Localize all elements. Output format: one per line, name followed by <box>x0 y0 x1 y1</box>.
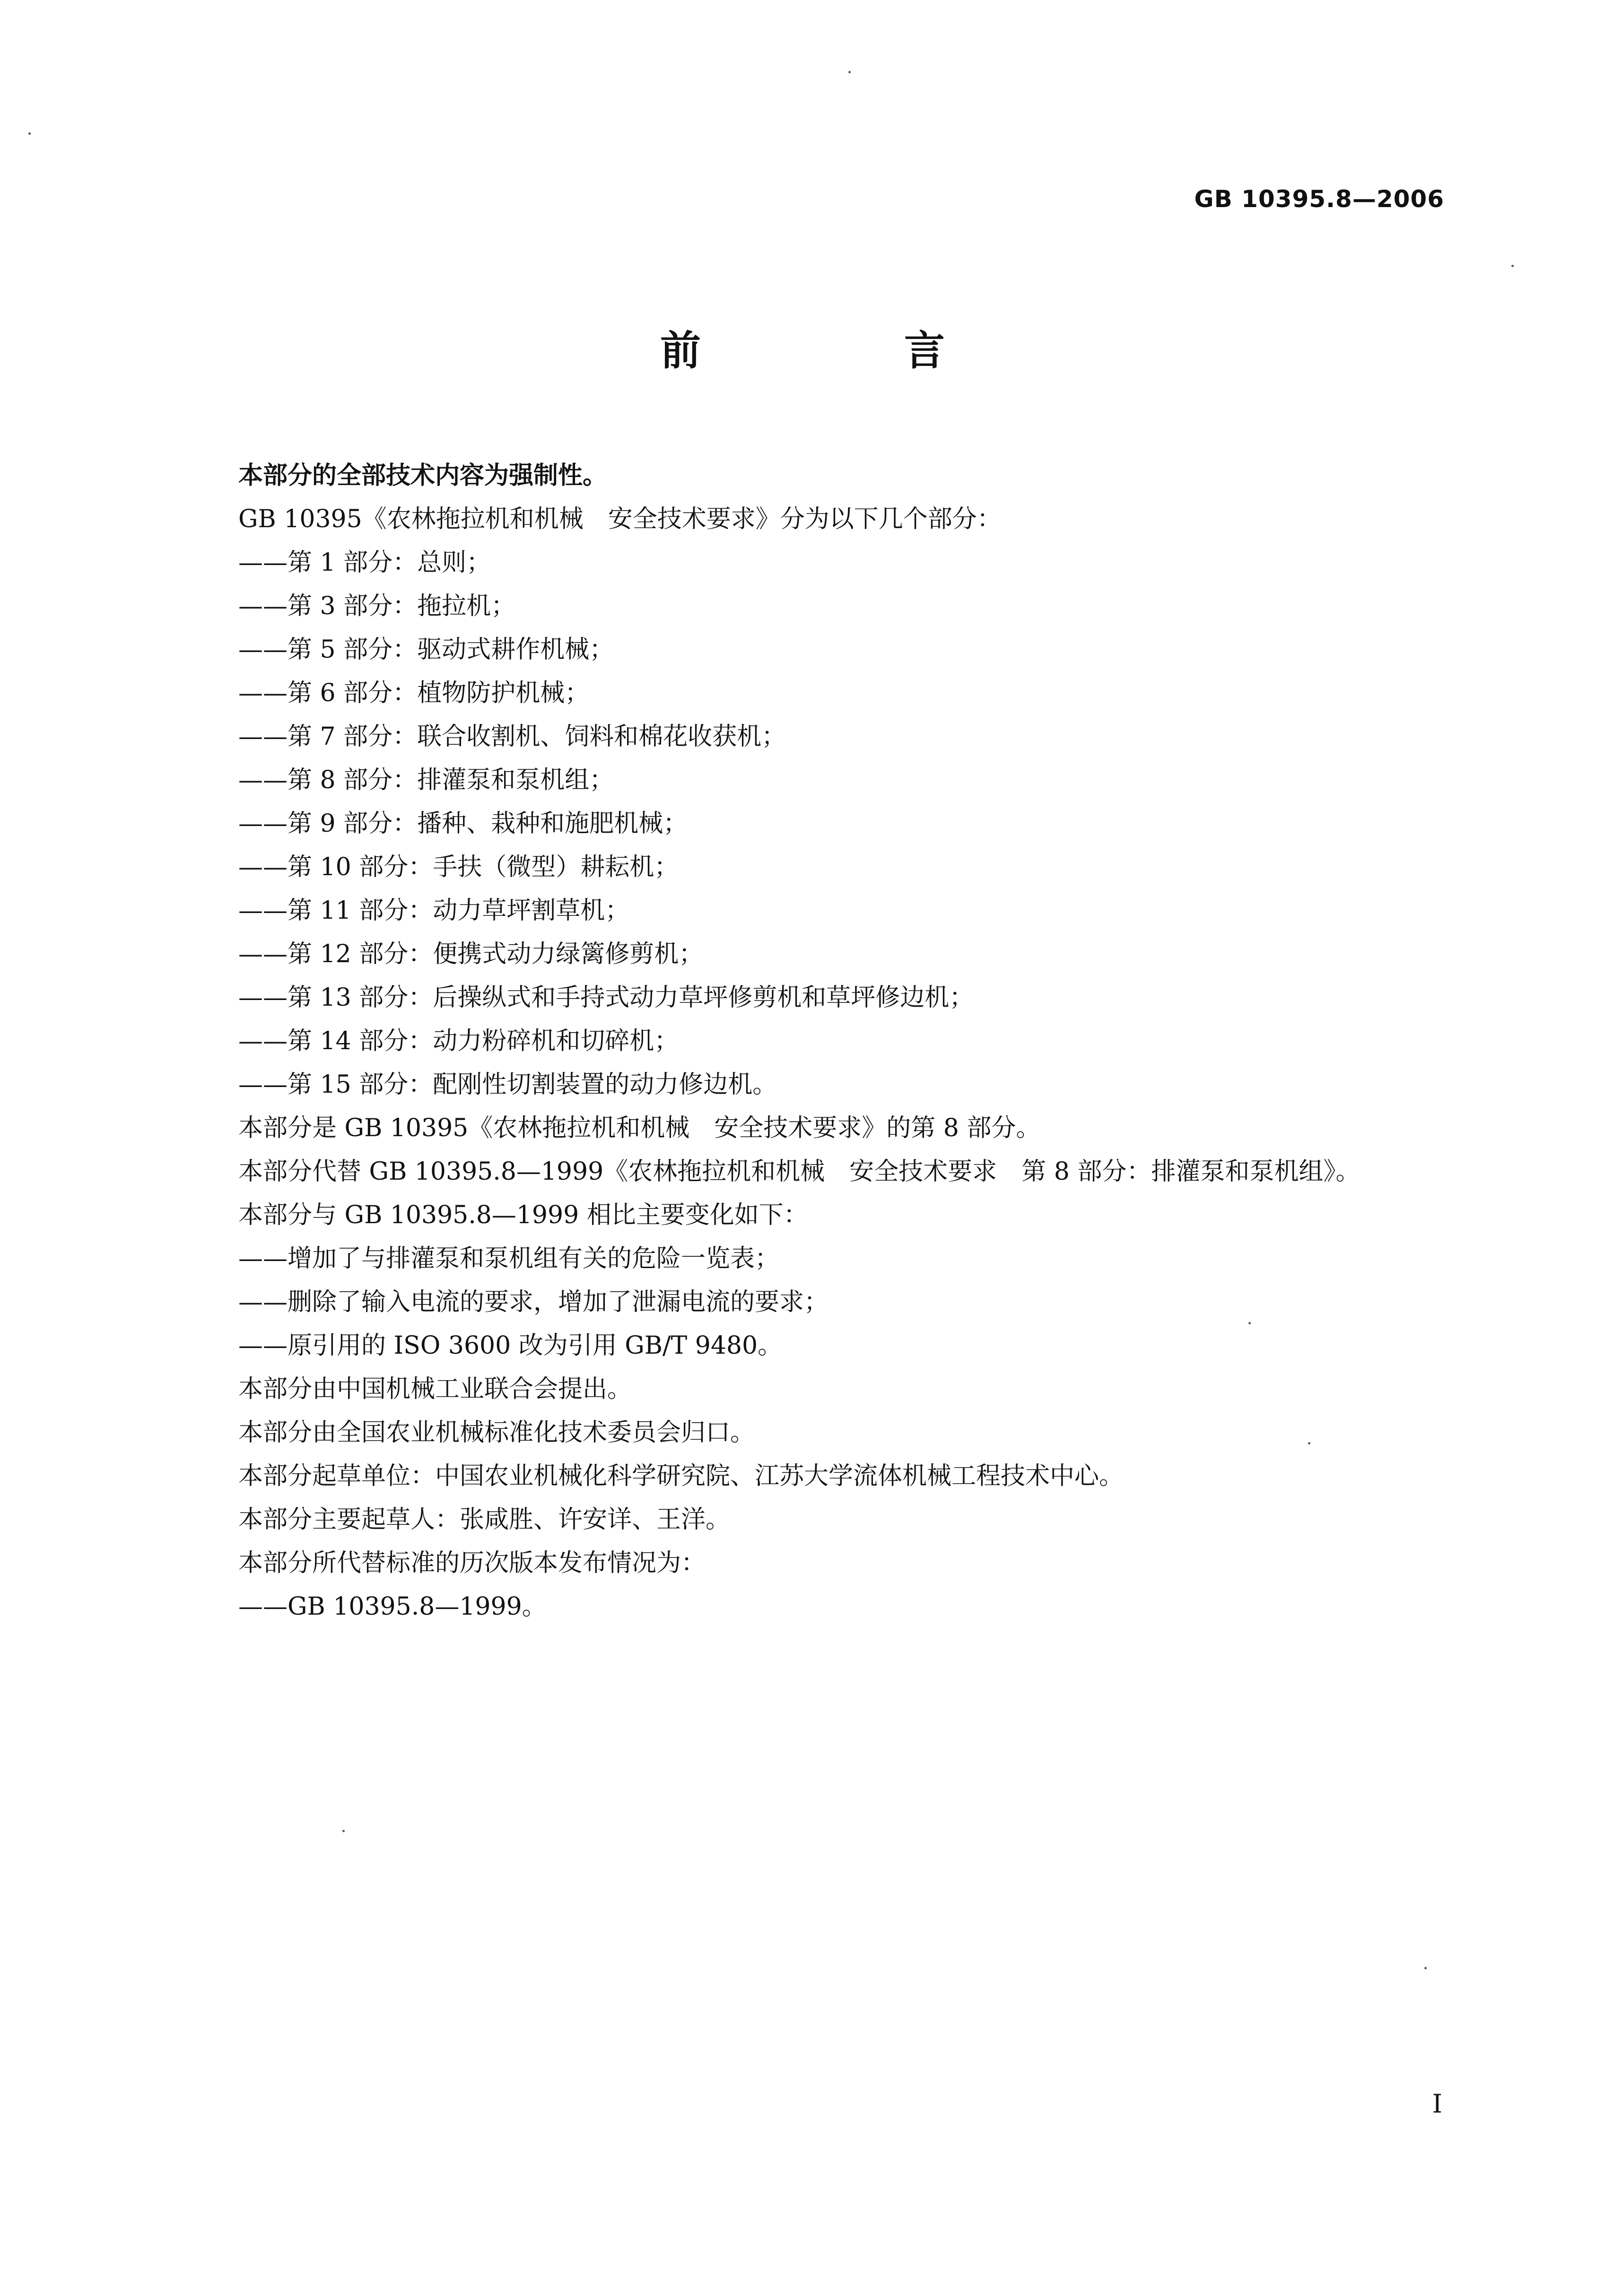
history-intro: 本部分所代替标准的历次版本发布情况为： <box>238 1549 706 1577</box>
proposed-by: 本部分由中国机械工业联合会提出。 <box>238 1375 632 1403</box>
list-item: ——第 11 部分：动力草坪割草机； <box>238 896 630 925</box>
parts-intro: GB 10395《农林拖拉机和机械 安全技术要求》分为以下几个部分： <box>238 505 1002 533</box>
centralized-by: 本部分由全国农业机械标准化技术委员会归口。 <box>238 1418 755 1447</box>
scan-speck <box>28 132 31 135</box>
replaces-statement: 本部分代替 GB 10395.8—1999《农林拖拉机和机械 安全技术要求 第 8 部分：排灌泵和泵机组》。 <box>238 1157 1361 1186</box>
list-item: ——第 14 部分：动力粉碎机和切碎机； <box>238 1027 679 1055</box>
changes-intro: 本部分与 GB 10395.8—1999 相比主要变化如下： <box>238 1201 808 1229</box>
list-item: ——第 6 部分：植物防护机械； <box>238 679 590 707</box>
scan-speck <box>1308 1442 1310 1444</box>
drafters: 本部分主要起草人：张咸胜、许安详、王洋。 <box>238 1505 731 1534</box>
list-item: ——第 3 部分：拖拉机； <box>238 592 516 620</box>
page-title: 前 言 <box>660 327 1039 374</box>
list-item: ——原引用的 ISO 3600 改为引用 GB/T 9480。 <box>238 1331 783 1360</box>
list-item: ——第 13 部分：后操纵式和手持式动力草坪修剪机和草坪修边机； <box>238 983 974 1012</box>
list-item: ——第 12 部分：便携式动力绿篱修剪机； <box>238 940 704 968</box>
mandatory-statement: 本部分的全部技术内容为强制性。 <box>238 461 608 490</box>
list-item: ——第 15 部分：配刚性切割装置的动力修边机。 <box>238 1070 777 1099</box>
standard-code: GB 10395.8—2006 <box>1194 185 1444 213</box>
list-item: ——第 7 部分：联合收割机、饲料和棉花收获机； <box>238 722 786 751</box>
list-item: ——GB 10395.8—1999。 <box>238 1592 547 1621</box>
drafting-units: 本部分起草单位：中国农业机械化科学研究院、江苏大学流体机械工程技术中心。 <box>238 1462 1124 1490</box>
list-item: ——第 9 部分：播种、栽种和施肥机械； <box>238 809 688 838</box>
list-item: ——增加了与排灌泵和泵机组有关的危险一览表； <box>238 1244 780 1273</box>
list-item: ——第 10 部分：手扶（微型）耕耘机； <box>238 853 679 881</box>
list-item: ——第 8 部分：排灌泵和泵机组； <box>238 766 614 794</box>
foreword-body <box>165 454 1432 1628</box>
scan-speck <box>1424 1967 1427 1969</box>
list-item: ——第 5 部分：驱动式耕作机械； <box>238 635 614 664</box>
part-of-statement: 本部分是 GB 10395《农林拖拉机和机械 安全技术要求》的第 8 部分。 <box>238 1114 1041 1142</box>
page-number: I <box>1432 2089 1442 2119</box>
scan-speck <box>1248 1322 1251 1324</box>
changes-list <box>165 1237 1432 1367</box>
list-item: ——第 1 部分：总则； <box>238 548 491 577</box>
parts-list <box>165 541 1432 1106</box>
scan-speck <box>342 1830 345 1832</box>
list-item: ——删除了输入电流的要求，增加了泄漏电流的要求； <box>238 1288 829 1316</box>
scan-speck <box>848 71 851 73</box>
history-list <box>165 1585 1432 1628</box>
scan-speck <box>1511 265 1514 267</box>
